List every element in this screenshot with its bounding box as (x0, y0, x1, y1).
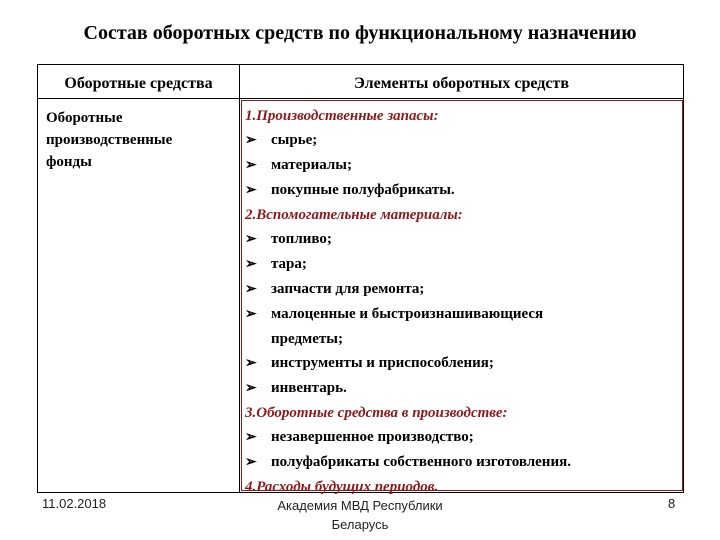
list-item (245, 376, 681, 401)
page-number: 8 (668, 496, 676, 511)
column-divider (239, 65, 240, 492)
list-item-text: малоценные и быстроизнашивающиеся (271, 306, 544, 322)
left-cell-line: Оборотные (46, 110, 123, 126)
arrow-bullet-icon: ➢ (245, 282, 257, 297)
list-item (245, 227, 681, 252)
arrow-bullet-icon: ➢ (245, 133, 257, 148)
list-item-text: топливо; (271, 231, 332, 247)
list-item (245, 351, 681, 376)
arrow-bullet-icon: ➢ (245, 381, 257, 396)
section-heading: 1.Производственные запасы: (245, 108, 439, 124)
list-item (245, 425, 681, 450)
footer-date: 11.02.2018 (42, 496, 107, 511)
section-heading: 2.Вспомогательные материалы: (245, 207, 463, 223)
section-heading: 4.Расходы будущих периодов. (245, 479, 439, 495)
arrow-bullet-icon: ➢ (245, 158, 257, 173)
arrow-bullet-icon: ➢ (245, 257, 257, 272)
footer-org-line: Академия МВД Республики (277, 498, 443, 513)
left-cell-line: производственные (46, 132, 173, 148)
list-item-text: полуфабрикаты собственного изготовления. (271, 454, 571, 470)
table-header-row (38, 65, 683, 99)
list-item-text: запчасти для ремонта; (271, 281, 425, 297)
arrow-bullet-icon: ➢ (245, 430, 257, 445)
list-item-continuation: предметы; (271, 331, 343, 347)
arrow-bullet-icon: ➢ (245, 455, 257, 470)
list-item-text: сырье; (271, 132, 318, 148)
list-item-text: покупные полуфабрикаты. (271, 182, 455, 198)
list-item-text: незавершенное производство; (271, 429, 474, 445)
list-item-text: тара; (271, 256, 307, 272)
list-item (245, 178, 681, 203)
list-item (245, 252, 681, 277)
list-item-text: материалы; (271, 157, 352, 173)
left-cell-line: фонды (46, 154, 92, 170)
header-working-capital: Оборотные средства (64, 75, 213, 92)
list-item (245, 153, 681, 178)
arrow-bullet-icon: ➢ (245, 183, 257, 198)
left-cell-production-funds (46, 107, 236, 173)
elements-list (245, 104, 681, 499)
header-elements: Элементы оборотных средств (354, 75, 569, 92)
footer-organization (250, 496, 470, 534)
section-heading: 3.Оборотные средства в производстве: (245, 405, 508, 421)
list-item (245, 450, 681, 475)
arrow-bullet-icon: ➢ (245, 307, 257, 322)
list-item-text: инструменты и приспособления; (271, 355, 494, 371)
list-item (245, 277, 681, 302)
arrow-bullet-icon: ➢ (245, 356, 257, 371)
list-item (245, 128, 681, 153)
list-item-text: инвентарь. (271, 380, 347, 396)
footer-org-line: Беларусь (331, 517, 389, 532)
list-item (245, 302, 681, 327)
arrow-bullet-icon: ➢ (245, 232, 257, 247)
slide-title: Состав оборотных средств по функциональному назначению (83, 22, 637, 44)
